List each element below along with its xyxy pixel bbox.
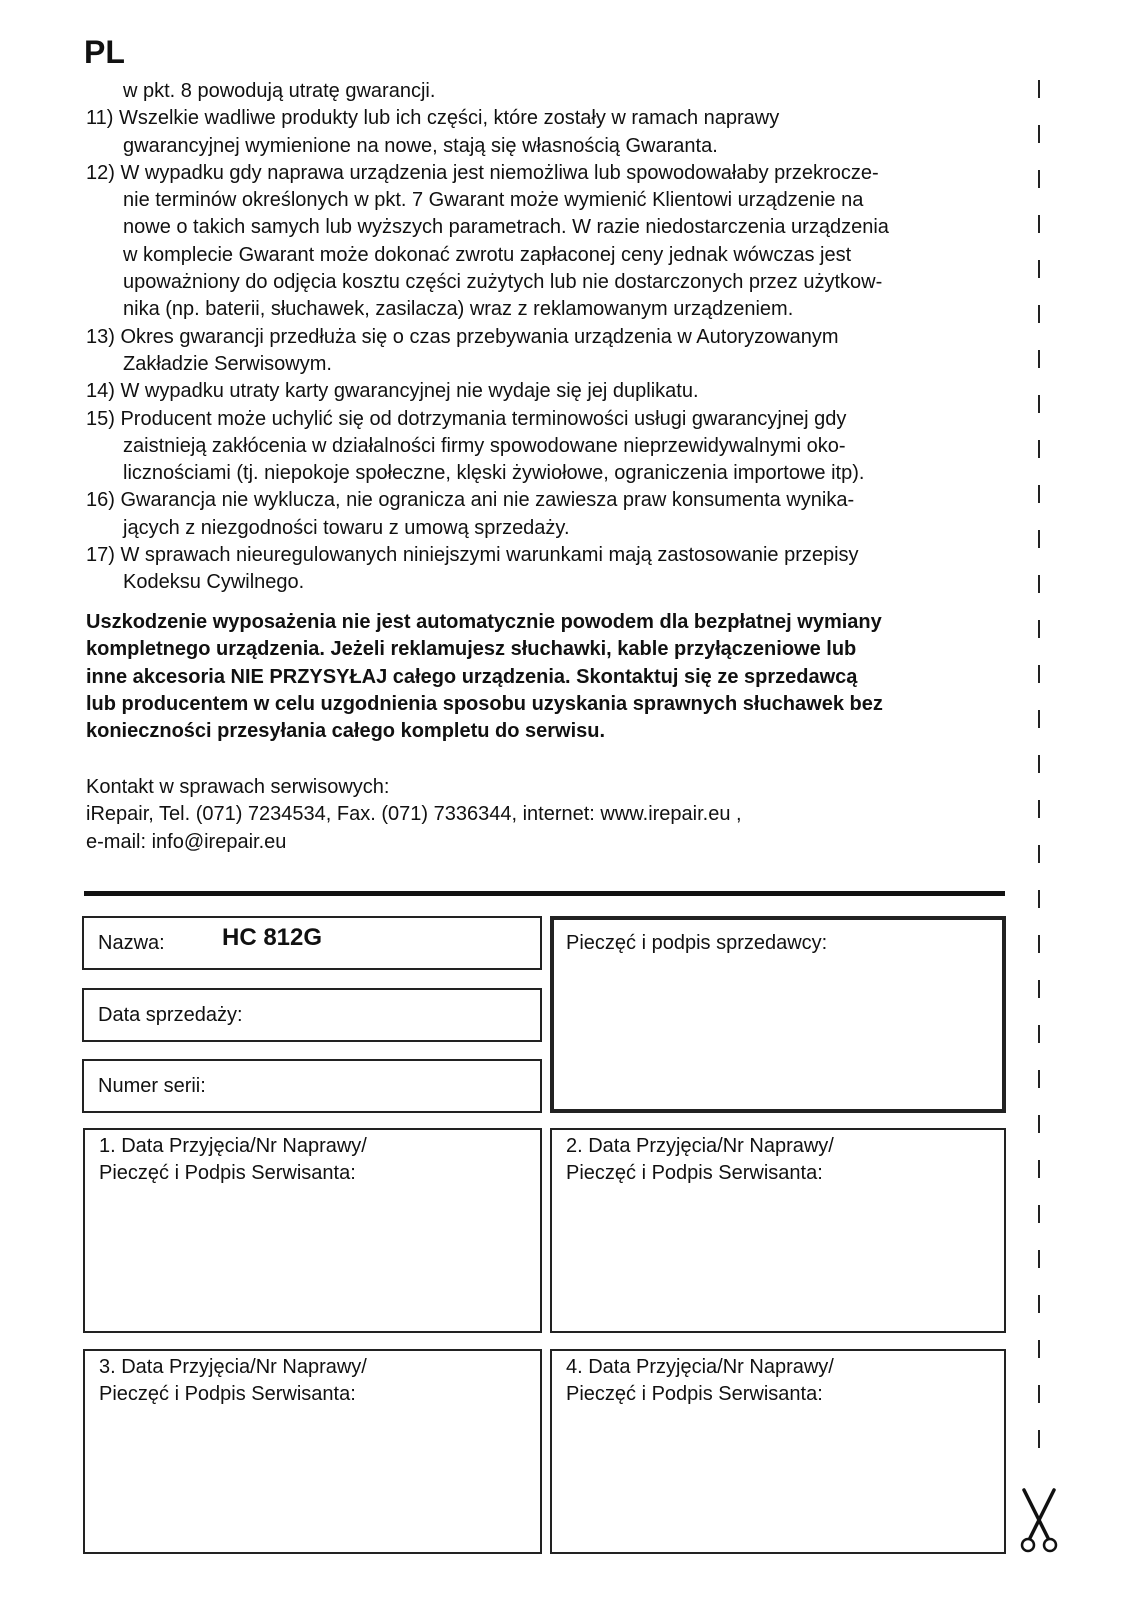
service-record-1[interactable] [83,1128,542,1333]
cut-line-dash [1038,395,1040,413]
contact-heading: Kontakt w sprawach serwisowych: [86,776,390,798]
notice-line: Uszkodzenie wyposażenia nie jest automatycznie powodem dla bezpłatnej wymiany [86,611,882,633]
product-name-value: HC 812G [222,924,323,951]
cut-line-dash [1038,440,1040,458]
serial-number-label: Numer serii: [98,1075,206,1097]
sale-date-field[interactable] [82,988,542,1042]
cut-line-dash [1038,530,1040,548]
terms-line: 14) W wypadku utraty karty gwarancyjnej nie wydaje się jej duplikatu. [86,380,699,403]
notice-line: konieczności przesyłania całego kompletu do serwisu. [86,720,606,743]
terms-line: zaistnieją zakłócenia w działalności firmy spowodowane nieprzewidywalnymi oko- [123,434,846,457]
cut-line-dash [1038,1430,1040,1448]
cut-line-dash [1038,260,1040,278]
cut-line-dash [1038,1250,1040,1268]
service-record-label: Pieczęć i Podpis Serwisanta: [566,1162,823,1185]
cut-line-dash [1038,1070,1040,1088]
cut-line-dash [1038,890,1040,908]
cut-line-dash [1038,1025,1040,1043]
damage-notice [86,609,1006,745]
cut-line-dash [1038,935,1040,953]
terms-line: 15) Producent może uchylić się od dotrzymania terminowości usługi gwarancyjnej gdy [86,407,847,430]
scissors-icon [1018,1488,1060,1554]
service-record-label: Pieczęć i Podpis Serwisanta: [566,1383,823,1406]
service-contact [86,774,742,856]
terms-line: gwarancyjnej wymienione na nowe, stają się własnością Gwaranta. [123,134,718,157]
cut-line-dash [1038,350,1040,368]
service-record-2[interactable] [550,1128,1006,1333]
seller-stamp-field[interactable] [550,916,1006,1113]
cut-line-dash [1038,485,1040,503]
section-divider [84,891,1005,896]
service-record-label: 3. Data Przyjęcia/Nr Naprawy/ [99,1356,367,1378]
terms-line: upoważniony do odjęcia kosztu części zużytych lub nie dostarczonych przez użytkow- [123,271,883,294]
serial-number-field[interactable] [82,1059,542,1113]
service-record-4[interactable] [550,1349,1006,1554]
notice-line: kompletnego urządzenia. Jeżeli reklamujesz słuchawki, kable przyłączeniowe lub [86,638,857,661]
product-name-field[interactable] [82,916,542,970]
cut-line-dash [1038,800,1040,818]
seller-stamp-label: Pieczęć i podpis sprzedawcy: [566,932,828,954]
warranty-terms [86,78,1006,597]
cut-line-dash [1038,1115,1040,1133]
terms-line: licznościami (tj. niepokoje społeczne, klęski żywiołowe, ograniczenia importowe itp). [123,462,865,485]
cut-line-dash [1038,665,1040,683]
cut-line-dash [1038,215,1040,233]
language-code: PL [84,34,125,70]
sale-date-label: Data sprzedaży: [98,1004,243,1026]
terms-line: 12) W wypadku gdy naprawa urządzenia jest niemożliwa lub spowodowałaby przekrocze- [86,161,879,184]
cut-line-dash [1038,1340,1040,1358]
product-name-label: Nazwa: [98,932,165,954]
contact-line: iRepair, Tel. (071) 7234534, Fax. (071) 7336344, internet: www.irepair.eu , [86,803,742,826]
cut-line-dash [1038,845,1040,863]
terms-line: Zakładzie Serwisowym. [123,352,332,375]
cut-line-dash [1038,1205,1040,1223]
terms-line: nowe o takich samych lub wyższych parametrach. W razie niedostarczenia urządzenia [123,216,889,239]
terms-line: 13) Okres gwarancji przedłuża się o czas przebywania urządzenia w Autoryzowanym [86,325,839,348]
notice-line: inne akcesoria NIE PRZYSYŁAJ całego urządzenia. Skontaktuj się ze sprzedawcą [86,665,858,688]
service-record-label: Pieczęć i Podpis Serwisanta: [99,1383,356,1406]
cut-line-dash [1038,1385,1040,1403]
service-record-label: 2. Data Przyjęcia/Nr Naprawy/ [566,1135,834,1157]
terms-line: nika (np. baterii, słuchawek, zasilacza) wraz z reklamowanym urządzeniem. [123,298,794,321]
cut-line-dash [1038,710,1040,728]
terms-line: 16) Gwarancja nie wyklucza, nie ogranicza ani nie zawiesza praw konsumenta wynika- [86,489,855,512]
cut-line-dash [1038,305,1040,323]
notice-line: lub producentem w celu uzgodnienia sposobu uzyskania sprawnych słuchawek bez [86,692,883,715]
cut-line-dash [1038,125,1040,143]
terms-line: Kodeksu Cywilnego. [123,571,305,594]
service-record-label: 4. Data Przyjęcia/Nr Naprawy/ [566,1356,834,1378]
terms-line: jących z niezgodności towaru z umową sprzedaży. [123,516,570,539]
terms-line: nie terminów określonych w pkt. 7 Gwarant może wymienić Klientowi urządzenie na [123,189,864,212]
cut-line-dash [1038,1160,1040,1178]
cut-line-dash [1038,575,1040,593]
service-record-3[interactable] [83,1349,542,1554]
cut-line-dash [1038,1295,1040,1313]
terms-line: w pkt. 8 powodują utratę gwarancji. [123,80,436,102]
cut-line-dash [1038,170,1040,188]
cut-line-dash [1038,980,1040,998]
cut-line-dash [1038,620,1040,638]
terms-line: 11) Wszelkie wadliwe produkty lub ich części, które zostały w ramach naprawy [86,107,780,130]
terms-line: 17) W sprawach nieuregulowanych niniejszymi warunkami mają zastosowanie przepisy [86,544,859,567]
service-record-label: 1. Data Przyjęcia/Nr Naprawy/ [99,1135,367,1157]
terms-line: w komplecie Gwarant może dokonać zwrotu zapłaconej ceny jednak wówczas jest [123,243,852,266]
cut-line-dash [1038,80,1040,98]
service-record-label: Pieczęć i Podpis Serwisanta: [99,1162,356,1185]
contact-email: e-mail: info@irepair.eu [86,830,287,853]
cut-line-dash [1038,755,1040,773]
